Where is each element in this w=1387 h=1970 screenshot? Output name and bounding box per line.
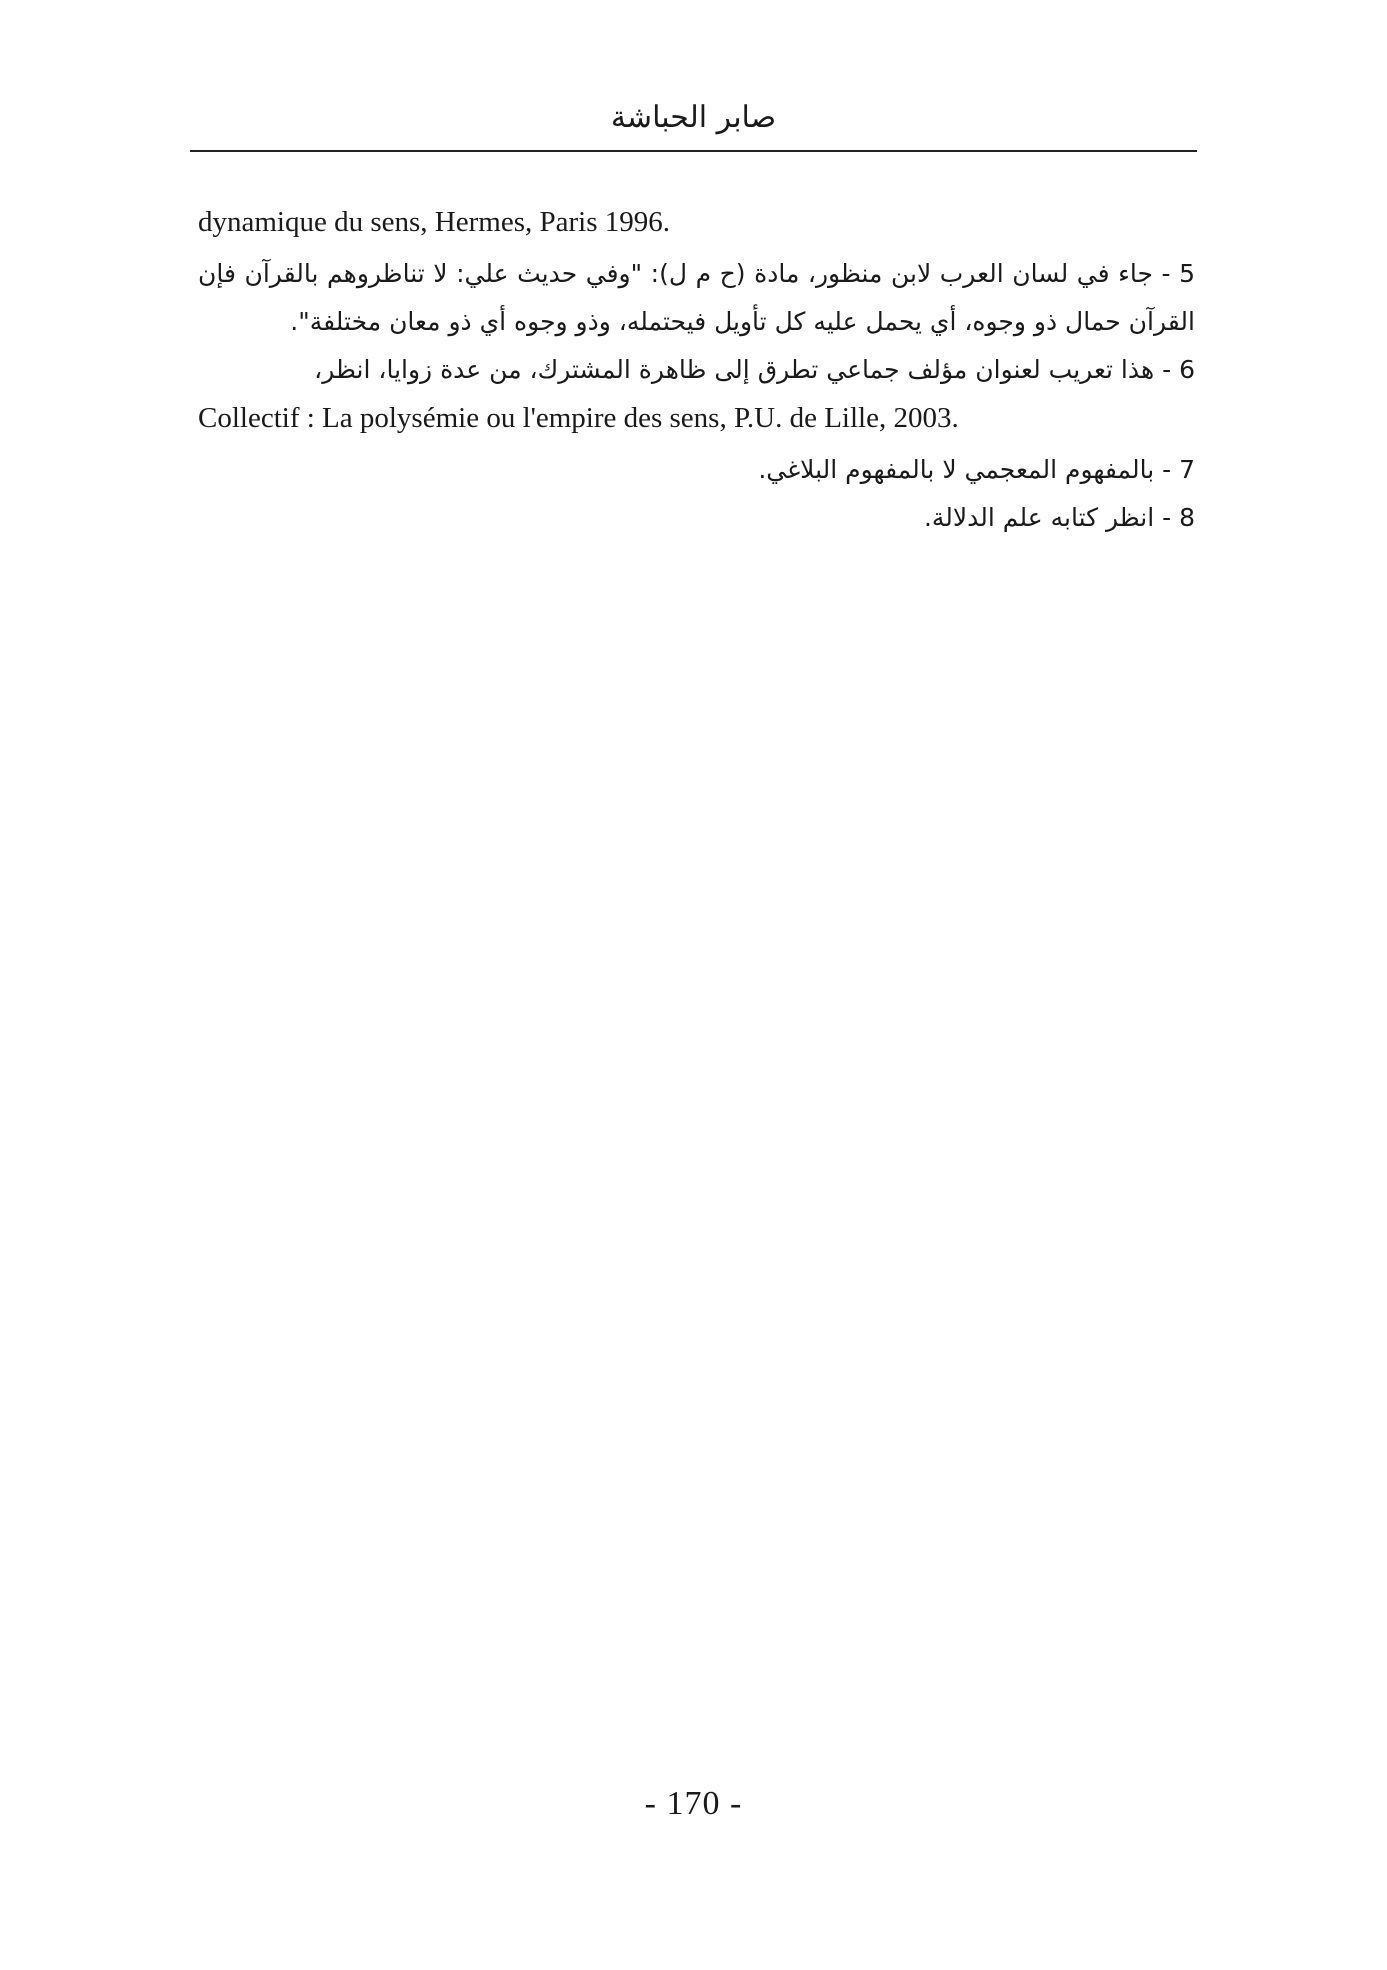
footnote-continuation: dynamique du sens, Hermes, Paris 1996. (198, 206, 670, 238)
footnote-6-reference: Collectif : La polysémie ou l'empire des sens, P.U. de Lille, 2003. (198, 402, 959, 434)
footnote-5: 5 - جاء في لسان العرب لابن منظور، مادة (ح م ل): "وفي حديث علي: لا تناظروهم بالقرآن فإن القرآن حمال ذو وجوه، أي يحمل عليه كل تأويل فيحتمله، وذو وجوه أي ذو معان مختلفة". (198, 259, 1195, 336)
footnote-6: 6 - هذا تعريب لعنوان مؤلف جماعي تطرق إلى ظاهرة المشترك، من عدة زوايا، انظر، (314, 355, 1195, 384)
header-rule (190, 150, 1197, 152)
page-number: - 170 - (644, 1785, 743, 1822)
footnote-8: 8 - انظر كتابه علم الدلالة. (923, 503, 1195, 532)
running-header-title: صابر الحباشة (610, 100, 777, 135)
footnotes-section (198, 198, 1195, 542)
footnote-7: 7 - بالمفهوم المعجمي لا بالمفهوم البلاغي. (758, 455, 1195, 484)
